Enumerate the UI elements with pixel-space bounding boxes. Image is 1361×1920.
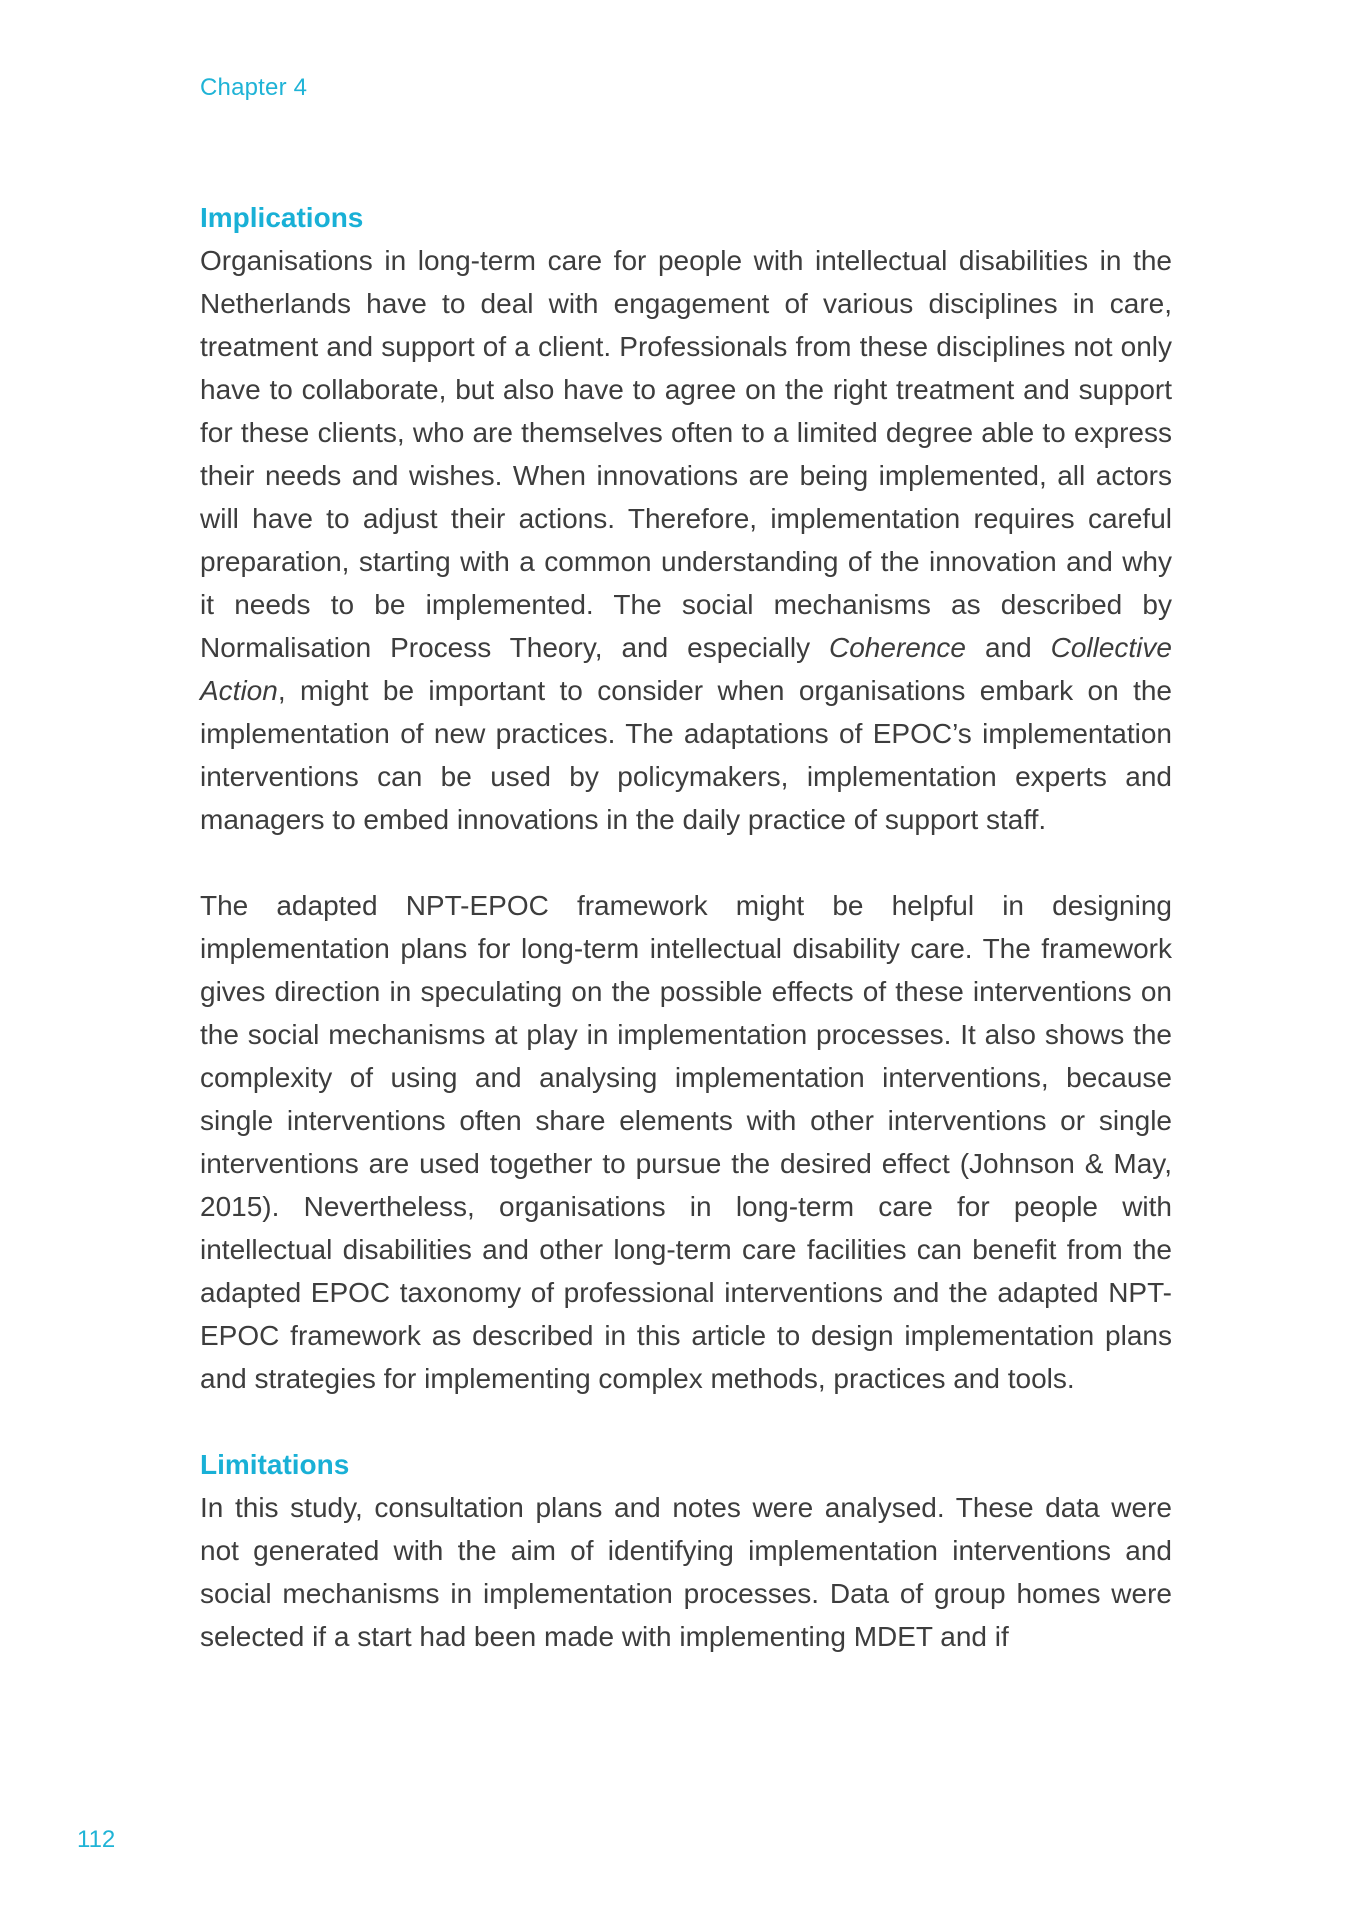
page-number: 112 xyxy=(77,1826,116,1853)
implications-p1-text-c: , might be important to consider when organisations embark on the implementation of new practices. The adaptations of EPOC’s implementation interventions can be used by policymakers, implementation experts and managers to embed innovations in the daily practice of support staff. xyxy=(200,675,1172,835)
term-collective-action: Collective Action xyxy=(200,632,1172,706)
page-content xyxy=(200,196,1172,1658)
implications-p1-text-a: Organisations in long-term care for people with intellectual disabilities in the Netherlands have to deal with engagement of various disciplines in care, treatment and support of a client. Professionals from these disciplines not only have to collaborate, but also have to agree on the right treatment and support for these clients, who are themselves often to a limited degree able to express their needs and wishes. When innovations are being implemented, all actors will have to adjust their actions. Therefore, implementation requires careful preparation, starting with a common understanding of the innovation and why it needs to be implemented. The social mechanisms as described by Normalisation Process Theory, and especially xyxy=(200,245,1172,663)
implications-p1-text-b: and xyxy=(966,632,1051,663)
implications-paragraph-1 xyxy=(200,239,1172,841)
section-heading-limitations: Limitations xyxy=(200,1449,350,1480)
implications-paragraph-2: The adapted NPT-EPOC framework might be helpful in designing implementation plans for long-term intellectual disability care. The framework gives direction in speculating on the possible effects of these interventions on the social mechanisms at play in implementation processes. It also shows the complexity of using and analysing implementation interventions, because single interventions often share elements with other interventions or single interventions are used together to pursue the desired effect (Johnson & May, 2015). Nevertheless, organisations in long-term care for people with intellectual disabilities and other long-term care facilities can benefit from the adapted EPOC taxonomy of professional interventions and the adapted NPT-EPOC framework as described in this article to design implementation plans and strategies for implementing complex methods, practices and tools. xyxy=(200,890,1172,1394)
chapter-header: Chapter 4 xyxy=(200,74,308,101)
term-coherence: Coherence xyxy=(829,632,966,663)
section-heading-implications: Implications xyxy=(200,202,364,233)
limitations-paragraph-1: In this study, consultation plans and notes were analysed. These data were not generated with the aim of identifying implementation interventions and social mechanisms in implementation processes. Data of group homes were selected if a start had been made with implementing MDET and if xyxy=(200,1492,1172,1652)
